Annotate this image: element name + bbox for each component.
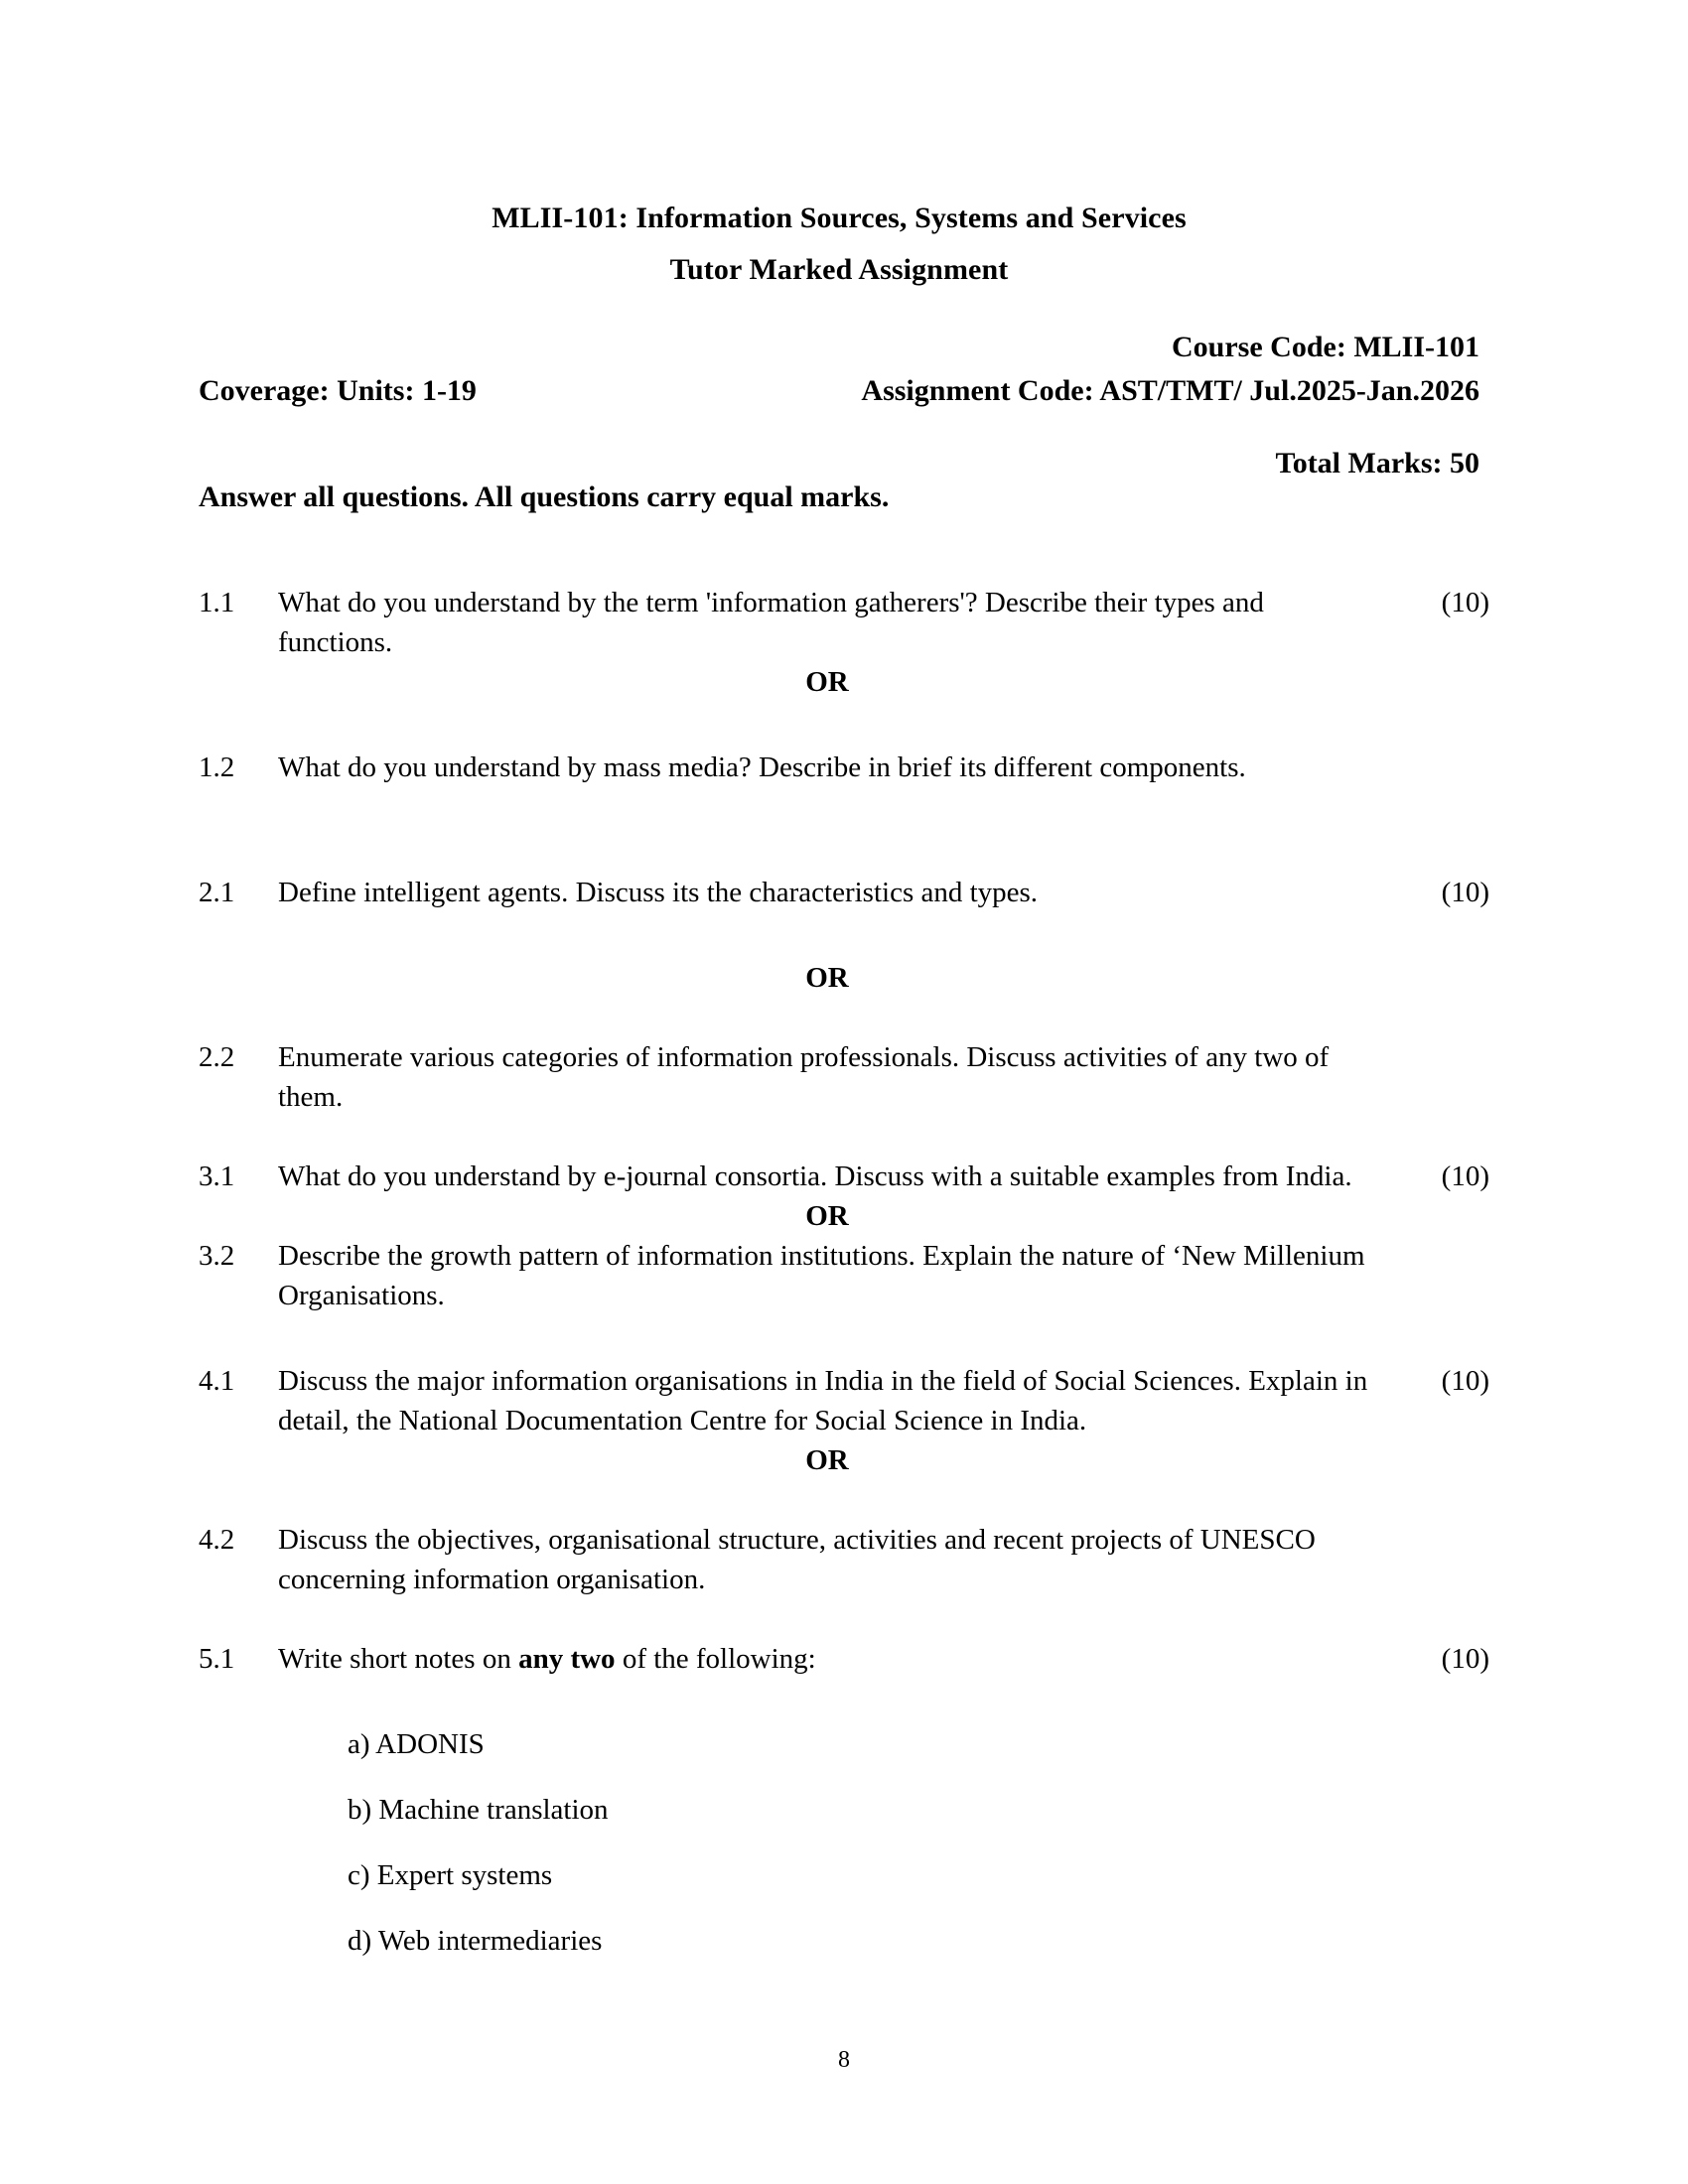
short-note-option-d: d) Web intermediaries	[348, 1925, 603, 1957]
code-block	[199, 326, 1479, 411]
question-text	[278, 1639, 1395, 1679]
question-3-2	[199, 1236, 1489, 1315]
question-text: Discuss the major information organisations in India in the field of Social Sciences. Explain in detail, the National Documentation Centre for Social Science in India.	[278, 1365, 1368, 1436]
question-text-emphasis: any two	[518, 1643, 616, 1675]
question-text: What do you understand by the term 'information gatherers'? Describe their types and functions.	[278, 587, 1264, 658]
question-4-1	[199, 1361, 1489, 1440]
page-number: 8	[838, 2047, 850, 2073]
or-divider-1: OR	[805, 666, 849, 698]
page-subtitle: Tutor Marked Assignment	[669, 253, 1009, 286]
question-text: Define intelligent agents. Discuss its the characteristics and types.	[278, 877, 1039, 908]
question-number: 2.1	[199, 877, 235, 908]
question-2-1	[199, 873, 1489, 912]
question-number: 4.2	[199, 1524, 235, 1556]
question-number: 2.2	[199, 1041, 235, 1073]
coverage-units: Coverage: Units: 1-19	[199, 374, 477, 407]
question-4-2	[199, 1520, 1489, 1599]
page-title: MLII-101: Information Sources, Systems and Services	[492, 202, 1187, 234]
question-3-1	[199, 1157, 1489, 1196]
question-5-1	[199, 1639, 1489, 1679]
question-marks: (10)	[1441, 1365, 1489, 1397]
question-number: 1.2	[199, 751, 235, 783]
question-text: Describe the growth pattern of information institutions. Explain the nature of ‘New Millenium Organisations.	[278, 1240, 1365, 1311]
total-marks: Total Marks: 50	[1275, 447, 1479, 479]
question-text: What do you understand by mass media? Describe in brief its different components.	[278, 751, 1246, 783]
question-2-2	[199, 1037, 1489, 1117]
question-number: 1.1	[199, 587, 235, 618]
question-number: 3.1	[199, 1160, 235, 1192]
question-text-prefix: Write short notes on	[278, 1643, 519, 1675]
question-marks: (10)	[1441, 587, 1489, 618]
course-code: Course Code: MLII-101	[1172, 331, 1479, 363]
short-note-option-c: c) Expert systems	[348, 1859, 553, 1891]
document-header	[199, 195, 1479, 517]
assignment-code: Assignment Code: AST/TMT/ Jul.2025-Jan.2026	[861, 374, 1479, 407]
question-marks: (10)	[1441, 1643, 1489, 1675]
short-note-option-b: b) Machine translation	[348, 1794, 609, 1826]
questions-body	[199, 583, 1489, 1961]
question-text: Enumerate various categories of information professionals. Discuss activities of any two of them.	[278, 1041, 1330, 1113]
question-marks: (10)	[1441, 877, 1489, 908]
question-number: 5.1	[199, 1643, 235, 1675]
question-1-2	[199, 748, 1489, 787]
short-note-option-a: a) ADONIS	[348, 1728, 485, 1760]
question-text: What do you understand by e-journal consortia. Discuss with a suitable examples from India.	[278, 1160, 1352, 1192]
question-text-suffix: of the following:	[615, 1643, 816, 1675]
question-number: 4.1	[199, 1365, 235, 1397]
or-divider-3: OR	[805, 1200, 849, 1232]
question-text: Discuss the objectives, organisational structure, activities and recent projects of UNESCO concerning information organisation.	[278, 1524, 1316, 1595]
or-divider-4: OR	[805, 1444, 849, 1476]
question-1-1	[199, 583, 1489, 662]
instruction-text: Answer all questions. All questions carry equal marks.	[199, 480, 890, 513]
question-number: 3.2	[199, 1240, 235, 1272]
or-divider-2: OR	[805, 962, 849, 994]
question-marks: (10)	[1441, 1160, 1489, 1192]
